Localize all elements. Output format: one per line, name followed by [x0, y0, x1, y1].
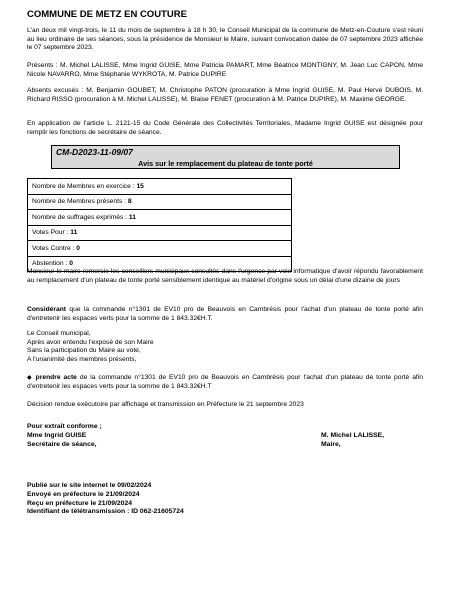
publication-line: Identifiant de télétransmission : ID 062-21605724: [27, 508, 184, 516]
vote-value: 0: [69, 260, 73, 268]
acte-label: prendre acte: [35, 374, 77, 381]
publication-block: [27, 482, 184, 517]
table-row: [28, 241, 292, 257]
thanks-paragraph: Monsieur le maire remercie les conseillers municipaux consultés dans l'urgence par voie informatique d'avoir répondu favorablement au remplacement d'un plateau de tonte porté sensiblement identique au matériel d'origine sous un délai d'une dizaine de jours: [27, 268, 423, 284]
considerant-text: que la commande n°1301 de EV10 pro de Beauvois en Cambrésis pour l'achat d'un plateau de tonte porté afin d'entretenir les espaces verts pour la somme de 1 843.32€H.T.: [27, 306, 423, 322]
secretary-paragraph: En application de l'article L. 2121-15 du Code Générale des Collectivités Territoriales, Madame Ingrid GUISE est désignée pour remplir les fonctions de secrétaire de séance.: [27, 120, 423, 136]
table-row: [28, 210, 292, 226]
publication-line: Publié sur le site internet le 09/02/2024: [27, 482, 152, 489]
deliberation-reference: CM-D2023-11-09/07: [56, 147, 133, 157]
vote-value: 15: [136, 182, 144, 190]
deliberation-header: [51, 145, 400, 169]
council-line: Le Conseil municipal,: [27, 330, 91, 337]
vote-label: Votes Contre :: [32, 244, 77, 252]
signature-line: Pour extrait conforme ;: [27, 423, 102, 430]
vote-cell: [28, 194, 292, 210]
vote-value: 8: [127, 198, 132, 206]
diamond-icon: ◆: [27, 375, 33, 381]
vote-label: Nombre de Membres présents :: [32, 198, 128, 206]
presents-paragraph: Présents : M. Michel LALISSE, Mme Ingrid GUISE, Mme Patricia PAMART, Mme Béatrice MONTIGNY, M. Jean Luc CAPON, Mme Nicole NAVARRO, Mme Stéphanie WYKROTA, M. Patrice DUPIRE: [27, 62, 423, 78]
signature-line: Secrétaire de séance,: [27, 440, 97, 448]
vote-cell: [28, 241, 292, 257]
council-line: Sans la participation du Maire au vote,: [27, 347, 141, 355]
publication-line: Envoyé en préfecture le 21/09/2024: [27, 490, 140, 498]
signature-line: Maire,: [321, 440, 341, 448]
acte-paragraph: [27, 374, 423, 391]
signature-left: [27, 423, 102, 449]
vote-label: Abstention :: [32, 260, 70, 268]
council-line: Après avoir entendu l'exposé de son Maire: [27, 338, 154, 346]
decision-paragraph: Décision rendue exécutoire par affichage et transmission en Préfecture le 21 septembre 2023: [27, 401, 304, 408]
table-row: [28, 179, 292, 195]
vote-cell: [28, 225, 292, 241]
vote-label: Nombre de suffrages exprimés :: [32, 213, 129, 221]
table-row: [28, 194, 292, 210]
deliberation-title: Avis sur le remplacement du plateau de tonte porté: [138, 159, 313, 168]
vote-value: 11: [128, 213, 136, 221]
vote-label: Nombre de Membres en exercice :: [32, 182, 137, 190]
council-block: [27, 330, 423, 364]
acte-text: de la commande n°1301 de EV10 pro de Beauvois en Cambrésis pour l'achat d'un plateau de tonte porté afin d'entretenir les espaces verts pour la somme de 1 843.32€H.T: [27, 374, 423, 390]
vote-cell: [28, 179, 292, 195]
vote-value: 0: [76, 244, 80, 252]
council-line: A l'unanimité des membres présents,: [27, 355, 137, 363]
signature-right: [321, 432, 384, 450]
absents-paragraph: Absents excusés : M. Benjamin GOUBET, M. Christophe PATON (procuration à Mme Ingrid GUISE, M. Paul Hervé DUBOIS, M. Richard RISSO (procuration à M. Michel LALISSE), M. Blaise FENET (procuration à M. Patrice DUPIRE), M. Maxime GEORGE.: [27, 87, 423, 103]
signature-line: Mme Ingrid GUISE: [27, 431, 87, 439]
publication-line: Reçu en préfecture le 21/09/2024: [27, 499, 133, 507]
vote-value: 11: [70, 229, 78, 237]
commune-title: COMMUNE DE METZ EN COUTURE: [27, 9, 187, 20]
table-row: [28, 225, 292, 241]
vote-cell: [28, 210, 292, 226]
considerant-label: Considérant: [27, 306, 67, 313]
vote-label: Votes Pour :: [32, 229, 71, 237]
intro-paragraph: L'an deux mil vingt-trois, le 11 du mois de septembre à 18 h 30, le Conseil Municipal de la commune de Metz-en-Couture s'est réuni au lieu ordinaire de ses séances, sous la présidence de Monsieur le Maire, suivant convocation datée de 07 septembre 2023 affichée le 07 septembre 2023.: [27, 27, 423, 52]
signature-line: M. Michel LALISSE,: [321, 432, 385, 439]
votes-table: [27, 178, 292, 272]
considerant-paragraph: [27, 306, 423, 323]
